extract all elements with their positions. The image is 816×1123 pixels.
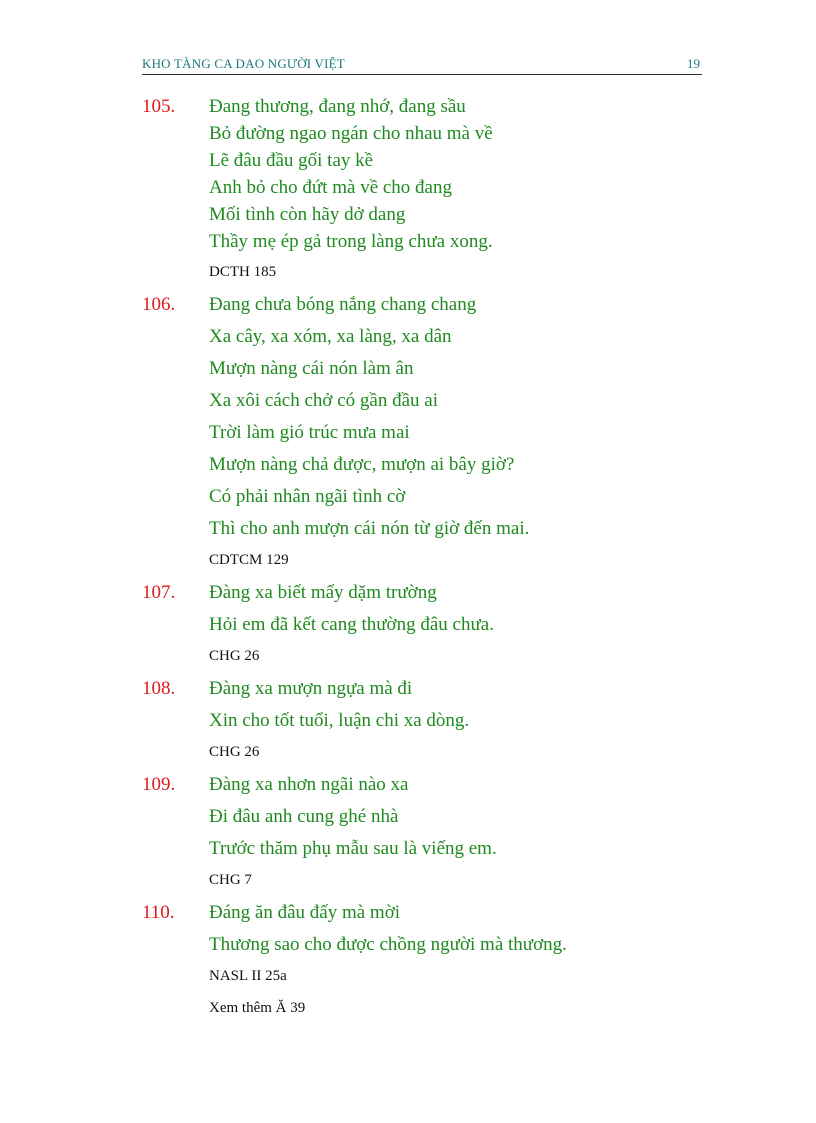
verse-line: Thương sao cho được chồng người mà thương. [209, 934, 567, 955]
verse-line: Đang chưa bóng nắng chang chang [209, 294, 477, 315]
entry-number: 105. [142, 96, 176, 117]
verse-line: Đang thương, đang nhớ, đang sầu [209, 96, 466, 117]
verse-line: Trước thăm phụ mẫu sau là viếng em. [209, 838, 497, 859]
verse-line: Đáng ăn đâu đấy mà mời [209, 902, 401, 923]
source-ref: DCTH 185 [209, 264, 277, 280]
entry-number: 106. [142, 294, 176, 315]
verse-line: Xa xôi cách chở có gần đầu ai [209, 390, 438, 411]
verse-line: Thầy mẹ ép gả trong làng chưa xong. [209, 231, 493, 252]
verse-line: Xa cây, xa xóm, xa làng, xa dân [209, 326, 452, 347]
entry-number: 107. [142, 582, 176, 603]
entry-number: 109. [142, 774, 176, 795]
verse-line: Đàng xa nhơn ngãi nào xa [209, 774, 409, 795]
page-header [142, 54, 702, 75]
source-ref: CHG 26 [209, 648, 260, 664]
entry-number: 110. [142, 902, 175, 923]
verse-line: Thì cho anh mượn cái nón từ giờ đến mai. [209, 518, 530, 539]
verse-line: Mối tình còn hãy dở dang [209, 204, 406, 225]
verse-line: Đàng xa biết mấy dặm trường [209, 582, 437, 603]
verse-line: Trời làm gió trúc mưa mai [209, 422, 410, 443]
verse-line: Có phải nhân ngãi tình cờ [209, 486, 406, 507]
see-also-ref: Xem thêm Ă 39 [209, 1000, 306, 1016]
verse-line: Mượn nàng cái nón làm ân [209, 358, 414, 379]
source-ref: CHG 26 [209, 744, 260, 760]
verse-line: Bỏ đường ngao ngán cho nhau mà về [209, 123, 493, 144]
verse-line: Hỏi em đã kết cang thường đâu chưa. [209, 614, 494, 635]
verse-line: Đàng xa mượn ngựa mà đi [209, 678, 413, 699]
source-ref: CHG 7 [209, 872, 252, 888]
verse-line: Xin cho tốt tuổi, luận chi xa dòng. [209, 710, 470, 731]
entry-number: 108. [142, 678, 176, 699]
source-ref: CDTCM 129 [209, 552, 289, 568]
source-ref: NASL II 25a [209, 968, 287, 984]
verse-line: Đi đâu anh cung ghé nhà [209, 806, 399, 827]
verse-line: Anh bỏ cho đứt mà về cho đang [209, 177, 452, 198]
verse-line: Mượn nàng chả được, mượn ai bây giờ? [209, 454, 515, 475]
page-number: 19 [687, 56, 700, 71]
book-title: KHO TÀNG CA DAO NGƯỜI VIỆT [142, 56, 345, 71]
verse-line: Lẽ đâu đầu gối tay kề [209, 150, 374, 171]
